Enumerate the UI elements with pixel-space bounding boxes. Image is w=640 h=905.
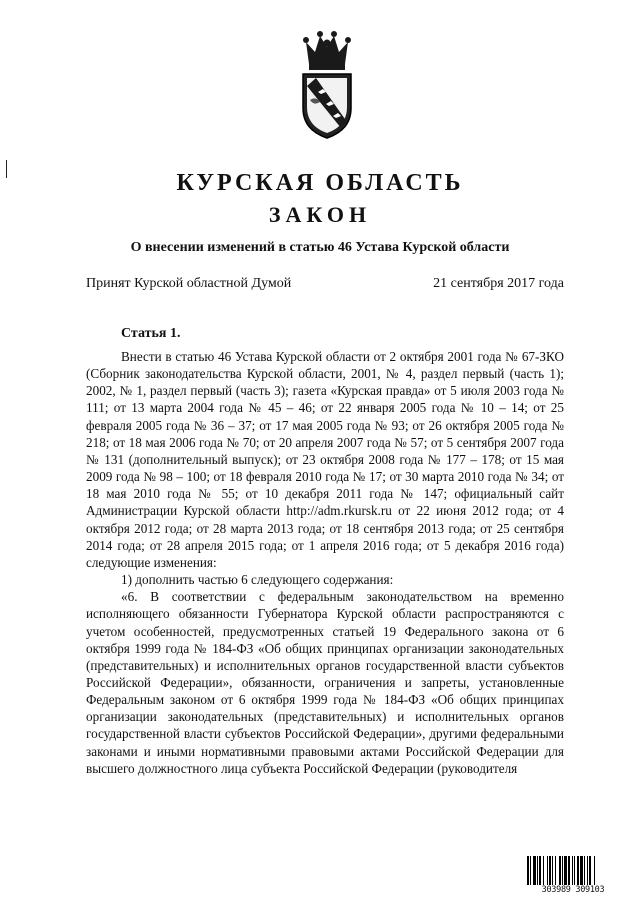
region-heading: КУРСКАЯ ОБЛАСТЬ	[176, 170, 464, 196]
barcode-number: 303989 309103	[541, 885, 605, 895]
paragraph: Внести в статью 46 Устава Курской области от 2 октября 2001 года № 67-ЗКО (Сборник законодательства Курской области, 2001, № 4, раздел первый (часть 1); 2002, № 1, раздел первый (часть 3); газета «Курская правда» от 5 июля 2003 года № 111; от 13 марта 2004 года № 45 – 46; от 22 января 2005 года № 10 – 14; от 25 февраля 2005 года № 36 – 37; от 17 мая 2005 года № 93; от 26 октября 2005 года № 218; от 18 мая 2006 года № 70; от 20 апреля 2007 года № 57; от 5 сентября 2007 года № 131 (дополнительный выпуск); от 23 октября 2008 года № 177 – 178; от 15 мая 2009 года № 98 – 100; от 18 февраля 2010 года № 17; от 30 марта 2010 года № 34; от 18 мая 2010 года № 55; от 10 декабря 2011 года № 147; официальный сайт Администрации Курской области http://adm.rkursk.ru от 22 июня 2012 года; от 4 октября 2012 года; от 28 марта 2013 года; от 18 сентября 2013 года; от 25 сентября 2014 года; от 28 апреля 2015 года; от 1 апреля 2016 года; от 5 декабря 2016 года) следующие изменения:	[86, 349, 564, 570]
adoption-line	[86, 276, 564, 292]
article-heading: Статья 1.	[121, 326, 181, 341]
article-body	[86, 348, 564, 777]
coat-of-arms-icon	[296, 30, 358, 140]
document-type: ЗАКОН	[268, 202, 372, 227]
adopted-by: Принят Курской областной Думой	[86, 276, 292, 291]
law-title: О внесении изменений в статью 46 Устава Курской области	[130, 240, 510, 255]
barcode	[527, 856, 619, 896]
barcode-bars	[527, 856, 619, 885]
adoption-date: 21 сентября 2017 года	[433, 276, 564, 291]
paragraph: 1) дополнить частью 6 следующего содержания:	[121, 572, 394, 588]
paragraph: «6. В соответствии с федеральным законодательством на временно исполняющего обязанности Губернатора Курской области распространяются с учетом особенностей, предусмотренных статьей 19 Федерального закона от 6 октября 1999 года № 184-ФЗ «Об общих принципах организации законодательных (представительных) и исполнительных органов государственной власти субъектов Российской Федерации», обязанности, ограничения и запреты, установленные Федеральным законом от 6 октября 1999 года № 184-ФЗ «Об общих принципах организации законодательных (представительных) и исполнительных органов государственной власти субъектов Российской Федерации», другими федеральными законами и иными нормативными правовыми актами Российской Федерации для высшего должностного лица субъекта Российской Федерации (руководителя	[86, 589, 564, 776]
